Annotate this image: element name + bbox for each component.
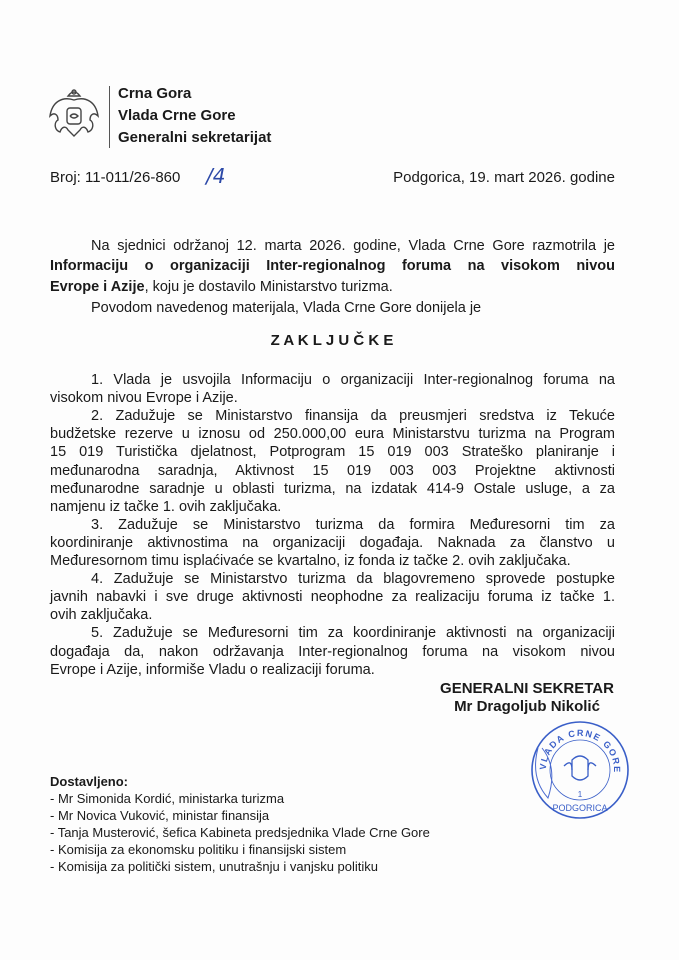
document-number: Broj: 11-011/26-860 xyxy=(50,169,181,186)
recipient-item: - Mr Novica Vuković, ministar finansija xyxy=(50,808,270,823)
intro-line xyxy=(50,278,615,296)
signature-name: Mr Dragoljub Nikolić xyxy=(454,698,600,715)
conclusion-line: 4. Zadužuje se Ministarstvo turizma da blagovremeno sprovede postupke xyxy=(91,571,615,588)
conclusion-line: javnih nabavki i sve druge aktivnosti neophodne za realizaciju foruma iz tačke 1. xyxy=(50,589,615,606)
conclusion-line: Evrope i Azije, informiše Vladu o realizaciji foruma. xyxy=(50,661,375,678)
header-secretariat: Generalni sekretarijat xyxy=(118,129,272,146)
conclusion-line: namjenu iz tačke 1. ovih zaključaka. xyxy=(50,498,282,515)
distribution-heading: Dostavljeno: xyxy=(50,774,129,789)
coat-of-arms-logo xyxy=(46,86,102,142)
intro-line: Povodom navedenog materijala, Vlada Crne Gore donijela je xyxy=(91,300,482,316)
conclusion-line: međunarodne saradnje u oblasti turizma, na izdatak 414-9 Ostale usluge, a za xyxy=(50,480,615,497)
header-country: Crna Gora xyxy=(118,85,192,102)
conclusion-line: Međuresornom timu isplaćivaće se kvartalno, iz fonda iz tačke 2. ovih zaključaka. xyxy=(50,553,571,569)
recipient-item: - Tanja Musterović, šefica Kabineta predsjednika Vlade Crne Gore xyxy=(50,825,430,840)
section-title: Z A K L J U Č K E xyxy=(270,332,394,349)
place-date: Podgorica, 19. mart 2026. godine xyxy=(393,169,615,186)
header-government: Vlada Crne Gore xyxy=(118,107,236,124)
conclusion-line: koordiniranje aktivnostima na organizaciji događaja. Naknada za članstvo u xyxy=(50,534,615,551)
stamp-city: PODGORICA xyxy=(552,803,608,813)
stamp-number: 1 xyxy=(577,790,583,799)
conclusion-line: 1. Vlada je usvojila Informaciju o organizaciji Inter-regionalnog foruma na xyxy=(91,372,615,388)
signature-title: GENERALNI SEKRETAR xyxy=(440,680,614,697)
intro-line: Na sjednici održanoj 12. marta 2026. godine, Vlada Crne Gore razmotrila je xyxy=(91,238,615,254)
conclusion-line: ovih zaključaka. xyxy=(50,607,153,624)
conclusion-line: 2. Zadužuje se Ministarstvo finansija da preusmjeri sredstva iz Tekuće xyxy=(91,408,615,425)
official-stamp xyxy=(528,718,632,822)
recipient-item: - Mr Simonida Kordić, ministarka turizma xyxy=(50,791,285,806)
conclusion-line: međunarodna saradnja, Aktivnost 15 019 003 003 Projektne aktivnosti xyxy=(50,462,615,479)
conclusion-line: 5. Zadužuje se Međuresorni tim za koordiniranje aktivnosti na organizaciji xyxy=(91,625,615,642)
intro-rest: , koju je dostavilo Ministarstvo turizma. xyxy=(144,279,393,295)
conclusion-line: događaja da, nakon održavanja Inter-regionalnog foruma na visokom nivou xyxy=(50,643,615,660)
recipient-item: - Komisija za ekonomsku politiku i finansijski sistem xyxy=(50,842,347,857)
header-divider xyxy=(109,86,110,148)
conclusion-line: 15 019 Turistička djelatnost, Potprogram 15 019 003 Strateško planiranje i xyxy=(50,444,615,461)
intro-bold: Evrope i Azije xyxy=(50,279,145,295)
intro-line-bold: Informaciju o organizaciji Inter-regionalnog foruma na visokom nivou xyxy=(50,258,615,274)
recipient-item: - Komisija za politički sistem, unutrašnju i vanjsku politiku xyxy=(50,859,379,874)
conclusion-line: visokom nivou Evrope i Azije. xyxy=(50,390,238,407)
conclusion-line: 3. Zadužuje se Ministarstvo turizma da formira Međuresorni tim za xyxy=(91,516,615,533)
handwritten-number: /4 xyxy=(206,164,226,188)
stamp-top-text: VLADA CRNE GORE xyxy=(537,727,623,774)
conclusion-line: budžetske rezerve u iznosu od 250.000,00 eura Ministarstvu turizma na Program xyxy=(50,426,615,443)
